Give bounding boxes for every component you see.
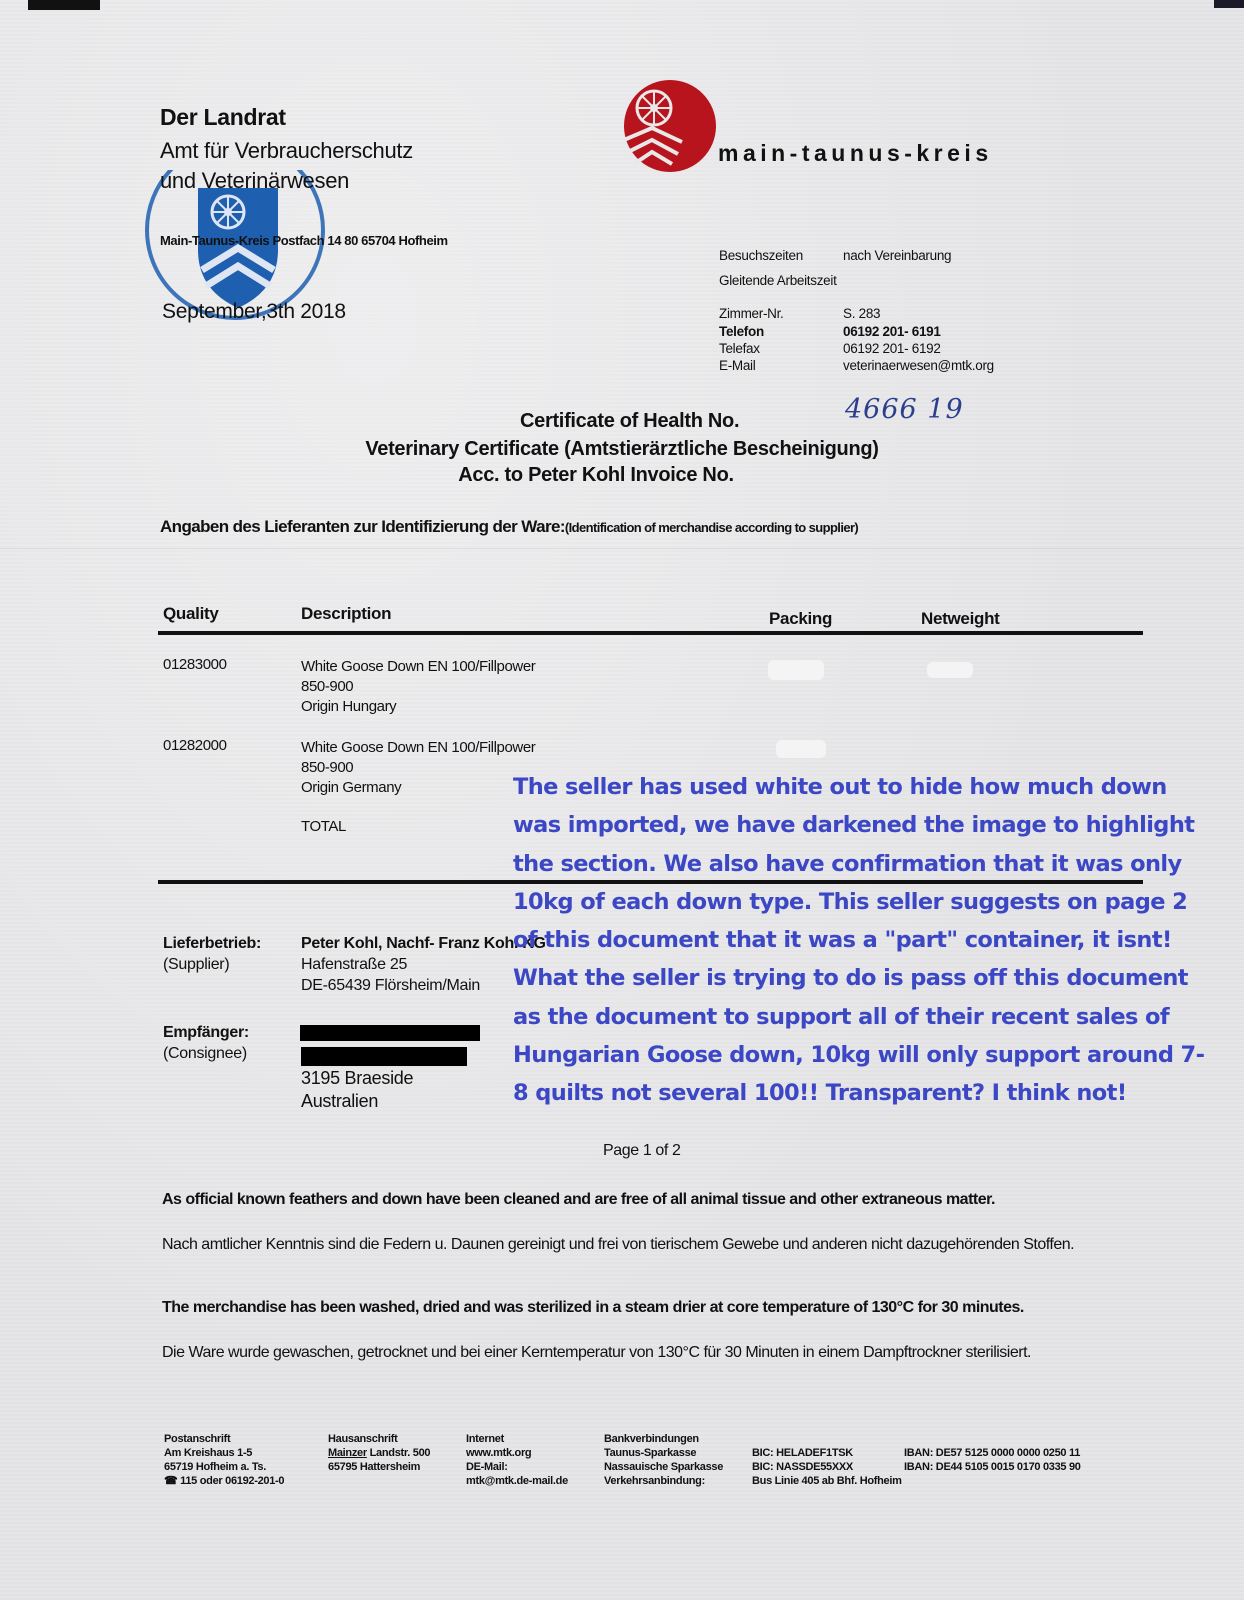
sterilization-statement-de: Die Ware wurde gewaschen, getrocknet und bei einer Kerntemperatur von 130°C für 30 Minuten in einem Dampftrockner sterilisiert. (162, 1344, 1031, 1361)
contact-label: Telefax (719, 341, 760, 356)
redacted-consignee-name (300, 1025, 480, 1041)
certificate-heading: Certificate of Health No. (520, 410, 740, 432)
letterhead-title: Der Landrat (160, 104, 286, 130)
consignee-label: Empfänger: (163, 1024, 249, 1041)
identification-label (160, 517, 858, 537)
supplier-street: Hafenstraße 25 (301, 956, 408, 973)
footer-heading: Hausanschrift (328, 1433, 398, 1445)
footer-demail-link[interactable]: mtk@mtk.de-mail.de (466, 1475, 568, 1487)
description-line: Origin Germany (301, 779, 402, 796)
footer-heading: Postanschrift (164, 1433, 231, 1445)
visiting-hours-label: Besuchszeiten (719, 248, 803, 263)
contact-value: 06192 201- 6191 (843, 324, 941, 339)
contact-value: S. 283 (843, 306, 881, 321)
logo-wordmark: main-taunus-kreis (718, 140, 993, 166)
whited-out-packing (776, 740, 826, 758)
footer-internet (466, 1432, 568, 1488)
quality-code: 01283000 (163, 656, 227, 673)
supplier-name: Peter Kohl, Nachf- Franz Kohl KG (301, 935, 546, 952)
footer-bank-details (604, 1432, 1164, 1488)
column-header-packing: Packing (769, 609, 833, 628)
footer-phone: ☎ 115 oder 06192-201-0 (164, 1475, 285, 1487)
description-line: White Goose Down EN 100/Fillpower (301, 739, 536, 756)
footer-line: 65795 Hattersheim (328, 1461, 421, 1473)
transit-label: Verkehrsanbindung: (604, 1475, 705, 1487)
footer-house-address (328, 1432, 430, 1474)
invoice-reference: Acc. to Peter Kohl Invoice No. (458, 464, 734, 486)
fold-line (0, 548, 1244, 549)
footer-heading: Internet (466, 1433, 504, 1445)
scan-artifact (1214, 0, 1244, 8)
contact-email: veterinaerwesen@mtk.org (843, 358, 994, 373)
cleaning-statement-en: As official known feathers and down have been cleaned and are free of all animal tissue and other extraneous matter. (162, 1191, 995, 1208)
contact-block (719, 246, 994, 374)
page-indicator: Page 1 of 2 (603, 1142, 681, 1159)
department-name: Amt für Verbraucherschutz (160, 138, 413, 163)
column-header-description: Description (301, 604, 392, 623)
contact-label: E-Mail (719, 358, 756, 373)
department-name: und Veterinärwesen (160, 168, 350, 193)
description-line: 850-900 (301, 678, 354, 695)
identification-label-en: (Identification of merchandise according to supplier) (564, 520, 859, 535)
contact-label: Telefon (719, 324, 764, 339)
whited-out-packing (768, 660, 824, 680)
transit-value: Bus Linie 405 ab Bhf. Hofheim (752, 1475, 902, 1487)
main-taunus-kreis-logo-icon (618, 78, 718, 178)
bank-name: Taunus-Sparkasse (604, 1447, 697, 1459)
quality-code: 01282000 (163, 737, 227, 754)
column-header-quality: Quality (163, 604, 219, 623)
whited-out-netweight (927, 662, 973, 678)
total-label: TOTAL (301, 818, 346, 835)
footer-line: 65719 Hofheim a. Ts. (164, 1461, 267, 1473)
bank-iban: IBAN: DE44 5105 0015 0170 0335 90 (904, 1461, 1081, 1473)
identification-label-de: Angaben des Lieferanten zur Identifizierung der Ware: (160, 517, 565, 536)
contact-value: 06192 201- 6192 (843, 341, 941, 356)
footer-street-underlined: Mainzer (328, 1447, 367, 1459)
bank-iban: IBAN: DE57 5125 0000 0000 0250 11 (904, 1447, 1081, 1459)
bank-bic: BIC: HELADEF1TSK (752, 1447, 853, 1459)
sterilization-statement-en: The merchandise has been washed, dried and was sterilized in a steam drier at core temperature of 130°C for 30 minutes. (162, 1299, 1024, 1316)
contact-label: Zimmer-Nr. (719, 306, 784, 321)
description-line: Origin Hungary (301, 698, 397, 715)
cleaning-statement-de: Nach amtlicher Kenntnis sind die Federn u. Daunen gereinigt und frei von tierischem Gewebe und anderen nicht dazugehörenden Stoffen. (162, 1236, 1075, 1253)
description-line: 850-900 (301, 759, 354, 776)
table-header-rule (158, 631, 1143, 635)
consignee-label-en: (Consignee) (163, 1045, 247, 1062)
column-header-netweight: Netweight (921, 609, 1000, 628)
bank-bic: BIC: NASSDE55XXX (752, 1461, 853, 1473)
bank-name: Nassauische Sparkasse (604, 1461, 724, 1473)
footer-postal-address (164, 1432, 284, 1488)
footer-street: Landstr. 500 (366, 1447, 431, 1459)
supplier-city: DE-65439 Flörsheim/Main (301, 977, 480, 994)
footer-website-link[interactable]: www.mtk.org (466, 1447, 532, 1459)
handwritten-certificate-number: 4666 19 (845, 394, 964, 425)
visiting-hours-value: nach Vereinbarung (843, 248, 952, 263)
scan-artifact (28, 0, 100, 10)
supplier-label: Lieferbetrieb: (163, 935, 262, 952)
annotation-overlay-text: The seller has used white out to hide how much down was imported, we have darkened the image to highlight the section. We also have confirmation that it was only 10kg of each down type. This seller suggests on page 2 of this document that it was a "part" container, it isnt! What the seller is trying to do is pass off this document as the document to support all of their recent sales of Hungarian Goose down, 10kg will only support around 7-8 quilts not several 100!! Transparent? I think not! (513, 774, 1205, 1107)
certificate-subheading: Veterinary Certificate (Amtstierärztliche Bescheinigung) (365, 438, 879, 460)
flex-time-note: Gleitende Arbeitszeit (719, 273, 837, 288)
description-line: White Goose Down EN 100/Fillpower (301, 658, 536, 675)
footer-line: Am Kreishaus 1-5 (164, 1447, 253, 1459)
return-address: Main-Taunus-Kreis Postfach 14 80 65704 Hofheim (160, 233, 448, 248)
consignee-country: Australien (301, 1091, 379, 1111)
footer-heading: Bankverbindungen (604, 1433, 699, 1445)
footer-line: DE-Mail: (466, 1461, 508, 1473)
supplier-label-en: (Supplier) (163, 956, 230, 973)
redacted-consignee-street (301, 1047, 467, 1066)
document-date: September,3th 2018 (162, 300, 346, 323)
consignee-city: 3195 Braeside (301, 1068, 414, 1088)
